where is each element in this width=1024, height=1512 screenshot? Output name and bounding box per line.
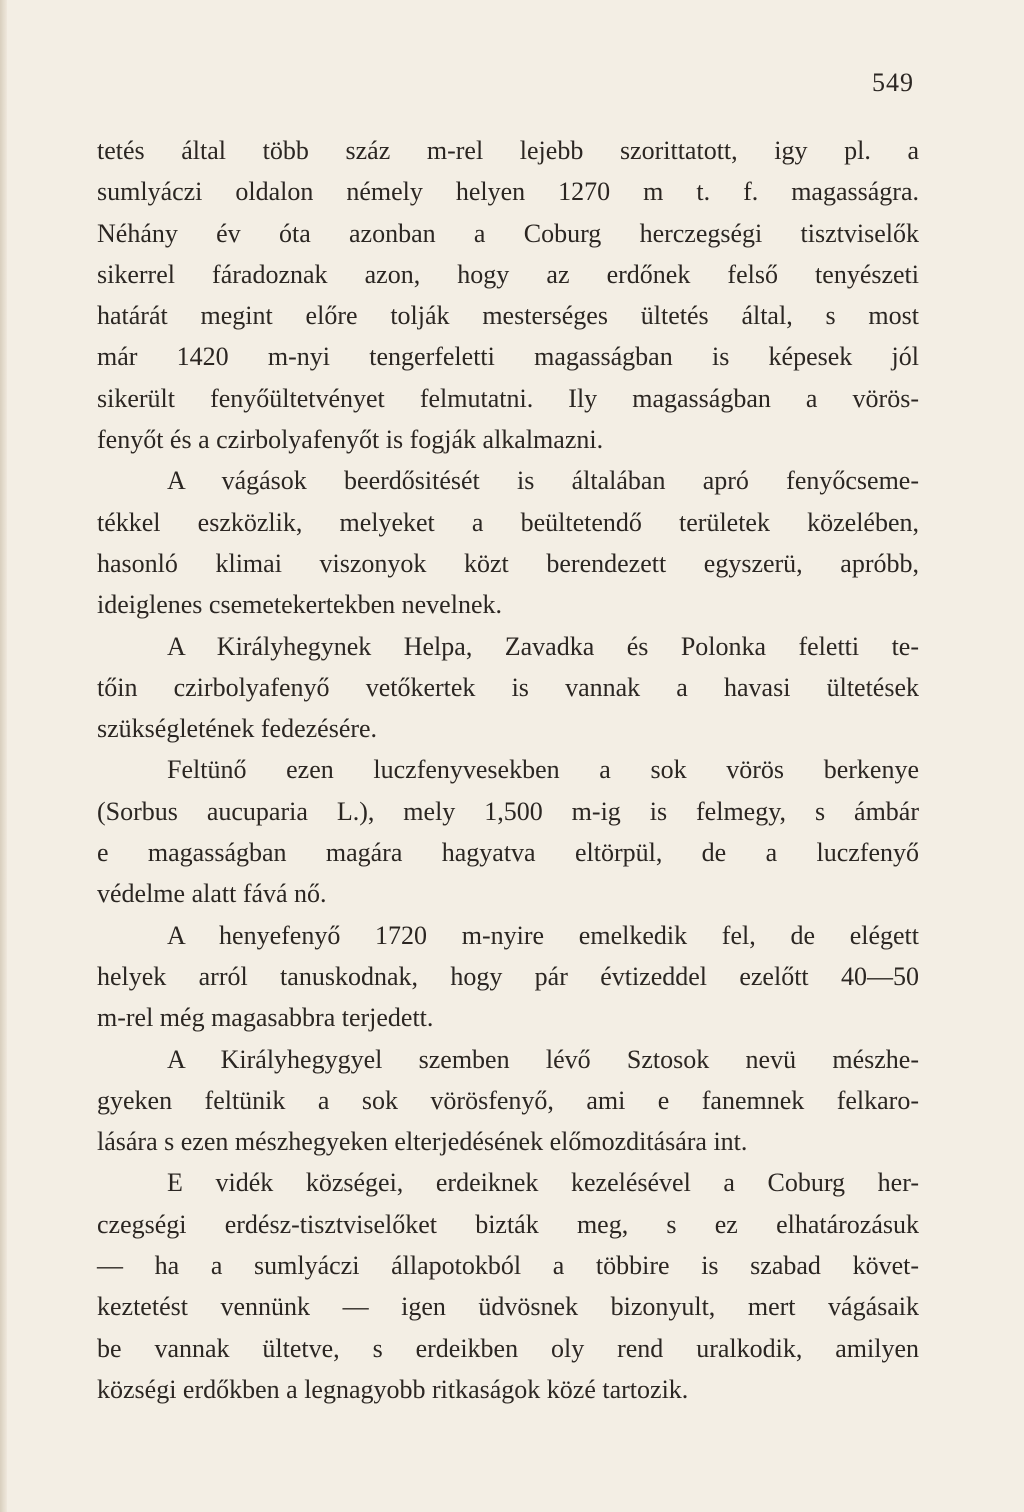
text-line: már 1420 m-nyi tengerfeletti magasságban is képesek jól [97,342,919,372]
text-line: m-rel még magasabbra terjedett. [97,1003,434,1033]
text-line: be vannak ültetve, s erdeikben oly rend uralkodik, amilyen [97,1333,919,1363]
text-line: szükségletének fedezésére. [97,714,378,744]
text-line: ideiglenes csemetekertekben nevelnek. [97,590,502,620]
text-line: sumlyáczi oldalon némely helyen 1270 m t. f. magasságra. [97,177,919,207]
text-line: fenyőt és a czirbolyafenyőt is fogják alkalmazni. [97,425,604,455]
text-line: hasonló klimai viszonyok közt berendezett egyszerü, apróbb, [97,548,919,578]
text-line: A Királyhegynek Helpa, Zavadka és Polonka feletti te- [167,631,919,661]
text-line: sikerült fenyőültetvényet felmutatni. Ily magasságban a vörös- [97,383,919,413]
text-line: védelme alatt fává nő. [97,879,327,909]
text-line: sikerrel fáradoznak azon, hogy az erdőnek felső tenyészeti [97,259,919,289]
text-line: tetés által több száz m-rel lejebb szorittatott, igy pl. a [97,136,919,165]
text-line: tékkel eszközlik, melyeket a beültetendő területek közelében, [97,507,919,537]
page-edge [0,0,7,1512]
text-line: gyeken feltünik a sok vörösfenyő, ami e fanemnek felkaro- [97,1085,919,1115]
text-line: Néhány év óta azonban a Coburg herczegségi tisztviselők [97,218,919,248]
page-number: 549 [872,68,914,97]
text-line: A vágások beerdősitését is általában apró fenyőcseme- [167,466,919,496]
text-line: községi erdőkben a legnagyobb ritkaságok közé tartozik. [97,1374,689,1404]
text-line: keztetést vennünk — igen üdvösnek bizonyult, mert vágásaik [97,1292,919,1322]
text-line: E vidék községei, erdeiknek kezelésével a Coburg her- [167,1168,919,1198]
text-line: helyek arról tanuskodnak, hogy pár évtizeddel ezelőtt 40—50 [97,961,919,991]
text-line: Feltünő ezen luczfenyvesekben a sok vörös berkenye [167,755,919,785]
text-line: (Sorbus aucuparia L.), mely 1,500 m-ig is felmegy, s ámbár [97,796,919,826]
text-line: lására s ezen mészhegyeken elterjedésének előmozditására int. [97,1127,748,1157]
text-line: — ha a sumlyáczi állapotokból a többire is szabad követ- [97,1251,919,1281]
text-line: czegségi erdész-tisztviselőket bizták meg, s ez elhatározásuk [97,1209,919,1239]
text-line: határát megint előre tolják mesterséges ültetés által, s most [97,301,919,331]
text-line: e magasságban magára hagyatva eltörpül, de a luczfenyő [97,838,919,868]
text-line: A henyefenyő 1720 m-nyire emelkedik fel, de elégett [167,920,919,950]
text-line: A Királyhegygyel szemben lévő Sztosok nevü mészhe- [167,1044,919,1074]
body-text [97,130,919,1410]
text-line: tőin czirbolyafenyő vetőkertek is vannak a havasi ültetések [97,672,919,702]
